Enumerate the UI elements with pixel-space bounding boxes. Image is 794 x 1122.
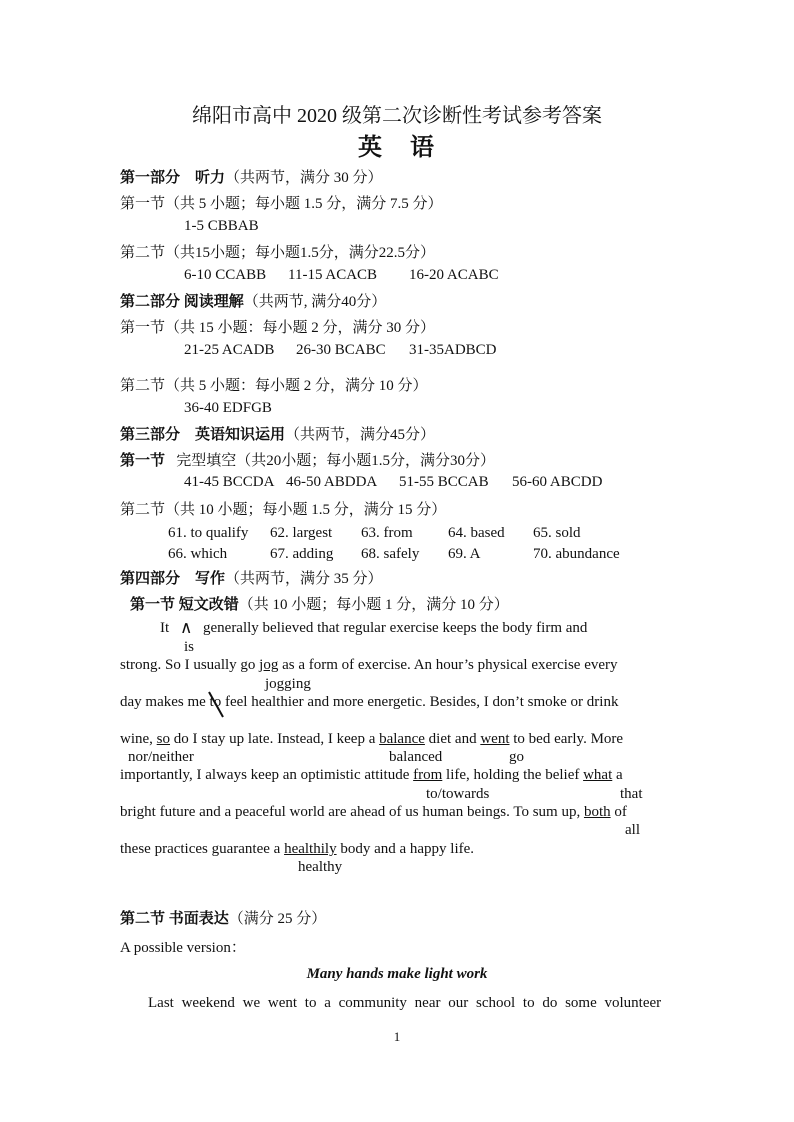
passage-line-2-b: as a form of exercise. An hour’s physical exercise every [278, 657, 618, 673]
correction-jogging: jogging [265, 676, 311, 692]
correction-to-towards: to/towards [426, 786, 490, 802]
part3-sec1-heading [120, 449, 495, 470]
answer-68: 68. safely [361, 546, 420, 562]
correction-nor-neither: nor/neither [128, 749, 194, 765]
part1-sec1-answers: 1-5 CBBAB [184, 218, 259, 234]
deletion-mark-icon [205, 690, 229, 720]
error-what: what [583, 767, 613, 783]
correction-healthy: healthy [298, 859, 343, 875]
part2-heading [120, 290, 386, 311]
passage-line-4-a: wine, [120, 731, 157, 747]
part2-sec1-answers-c: 31-35ADBCD [409, 342, 497, 358]
passage-line-5-b: life, holding the belief [442, 767, 584, 783]
passage-line-4-c: diet and [424, 731, 481, 747]
part3-sec1-label: 第一节 [120, 453, 166, 469]
answer-66: 66. which [168, 546, 228, 562]
passage-line-1-start: It [160, 620, 170, 636]
error-went: went [480, 731, 510, 747]
correction-go: go [509, 749, 524, 765]
part4-heading [120, 567, 383, 588]
passage-line-5 [120, 767, 623, 784]
error-balance: balance [379, 731, 425, 747]
correction-all: all [625, 822, 640, 838]
part4-sec2-heading [120, 907, 326, 928]
part2-sec2-answers: 36-40 EDFGB [184, 400, 272, 416]
essay-title: Many hands make light work [306, 966, 488, 982]
answer-67: 67. adding [270, 546, 334, 562]
part1-sec1-heading: 第一节（共 5 小题；每小题 1.5 分，满分 7.5 分） [120, 196, 443, 212]
answer-63: 63. from [361, 525, 413, 541]
answer-65: 65. sold [533, 525, 581, 541]
answer-70: 70. abundance [533, 546, 620, 562]
part4-sec1-label: 第一节 [130, 597, 176, 613]
passage-line-5-a: importantly, I always keep an optimistic attitude [120, 767, 414, 783]
passage-line-4-d: to bed early. More [509, 731, 624, 747]
part3-sec2-heading: 第二节（共 10 小题；每小题 1.5 分，满分 15 分） [120, 502, 447, 518]
answer-61: 61. to qualify [168, 525, 249, 541]
subject-title: 英 语 [358, 135, 436, 161]
answer-69: 69. A [448, 546, 481, 562]
answer-64: 64. based [448, 525, 505, 541]
error-both: both [583, 804, 611, 820]
part4-sec1-note: （共 10 小题；每小题 1 分，满分 10 分） [238, 597, 509, 613]
part1-heading-note: （共两节，满分 30 分） [225, 170, 383, 186]
part3-heading-note: （共两节，满分45分） [285, 427, 436, 443]
part1-sec2-answers-c: 16-20 ACABC [409, 267, 499, 283]
correction-balanced: balanced [389, 749, 443, 765]
part2-sec2-heading: 第二节（共 5 小题：每小题 2 分，满分 10 分） [120, 378, 428, 394]
part2-heading-note: （共两节, 满分40分） [243, 294, 387, 310]
passage-line-5-c: a [612, 767, 623, 783]
part3-heading-label: 第三部分 英语知识运用 [120, 427, 286, 443]
part3-heading [120, 423, 435, 444]
part2-sec1-answers-b: 26-30 BCABC [296, 342, 386, 358]
correction-that: that [620, 786, 643, 802]
part2-sec1-heading: 第一节（共 15 小题：每小题 2 分，满分 30 分） [120, 320, 436, 336]
part3-sec1-title: 完型填空 [176, 453, 237, 469]
passage-line-1-rest: generally believed that regular exercise keeps the body firm and [203, 620, 588, 636]
insertion-mark: ∧ [180, 618, 193, 637]
page-number: 1 [393, 1029, 401, 1044]
error-jog: jog [259, 657, 279, 673]
passage-line-4 [120, 731, 623, 748]
part4-sec2-title: 书面表达 [168, 911, 229, 927]
passage-line-2 [120, 657, 618, 674]
part1-heading [120, 166, 383, 187]
part1-sec2-answers-b: 11-15 ACACB [288, 267, 378, 283]
passage-line-3: day makes me to feel healthier and more energetic. Besides, I don’t smoke or drink [120, 694, 619, 710]
part3-sec1-note: （共20小题；每小题1.5分，满分30分） [236, 453, 496, 469]
answer-62: 62. largest [270, 525, 333, 541]
part2-sec1-answers-a: 21-25 ACADB [184, 342, 275, 358]
part4-heading-label: 第四部分 写作 [120, 571, 226, 587]
essay-intro: A possible version： [120, 940, 246, 956]
part4-sec1-heading [130, 593, 509, 614]
part3-sec1-answers-d: 56-60 ABCDD [512, 474, 603, 490]
part3-sec1-answers-b: 46-50 ABDDA [286, 474, 378, 490]
part4-sec1-title: 短文改错 [178, 597, 239, 613]
passage-line-2-a: strong. So I usually go [120, 657, 260, 673]
part4-sec2-label: 第二节 [120, 911, 166, 927]
document-title: 绵阳市高中 2020 级第二次诊断性考试参考答案 [192, 105, 602, 127]
part1-sec2-heading: 第二节（共15小题；每小题1.5分，满分22.5分） [120, 245, 436, 261]
essay-first-line: Last weekend we went to a community near our school to do some volunteer [148, 995, 662, 1011]
part1-heading-label: 第一部分 听力 [120, 170, 226, 186]
part3-sec1-answers-c: 51-55 BCCAB [399, 474, 489, 490]
passage-line-6-b: of [610, 804, 627, 820]
error-from: from [413, 767, 443, 783]
passage-line-7-a: these practices guarantee a [120, 841, 285, 857]
passage-line-6 [120, 804, 627, 821]
correction-is: is [184, 639, 195, 655]
part1-sec2-answers-a: 6-10 CCABB [184, 267, 267, 283]
part2-heading-label: 第二部分 阅读理解 [120, 294, 244, 310]
part4-sec2-note: （满分 25 分） [228, 911, 327, 927]
passage-line-7-b: body and a happy life. [336, 841, 475, 857]
part4-heading-note: （共两节，满分 35 分） [225, 571, 383, 587]
passage-line-7 [120, 841, 474, 858]
passage-line-6-a: bright future and a peaceful world are ahead of us human beings. To sum up, [120, 804, 584, 820]
passage-line-4-b: do I stay up late. Instead, I keep a [170, 731, 380, 747]
part3-sec1-answers-a: 41-45 BCCDA [184, 474, 275, 490]
error-so: so [156, 731, 171, 747]
error-healthily: healthily [284, 841, 337, 857]
